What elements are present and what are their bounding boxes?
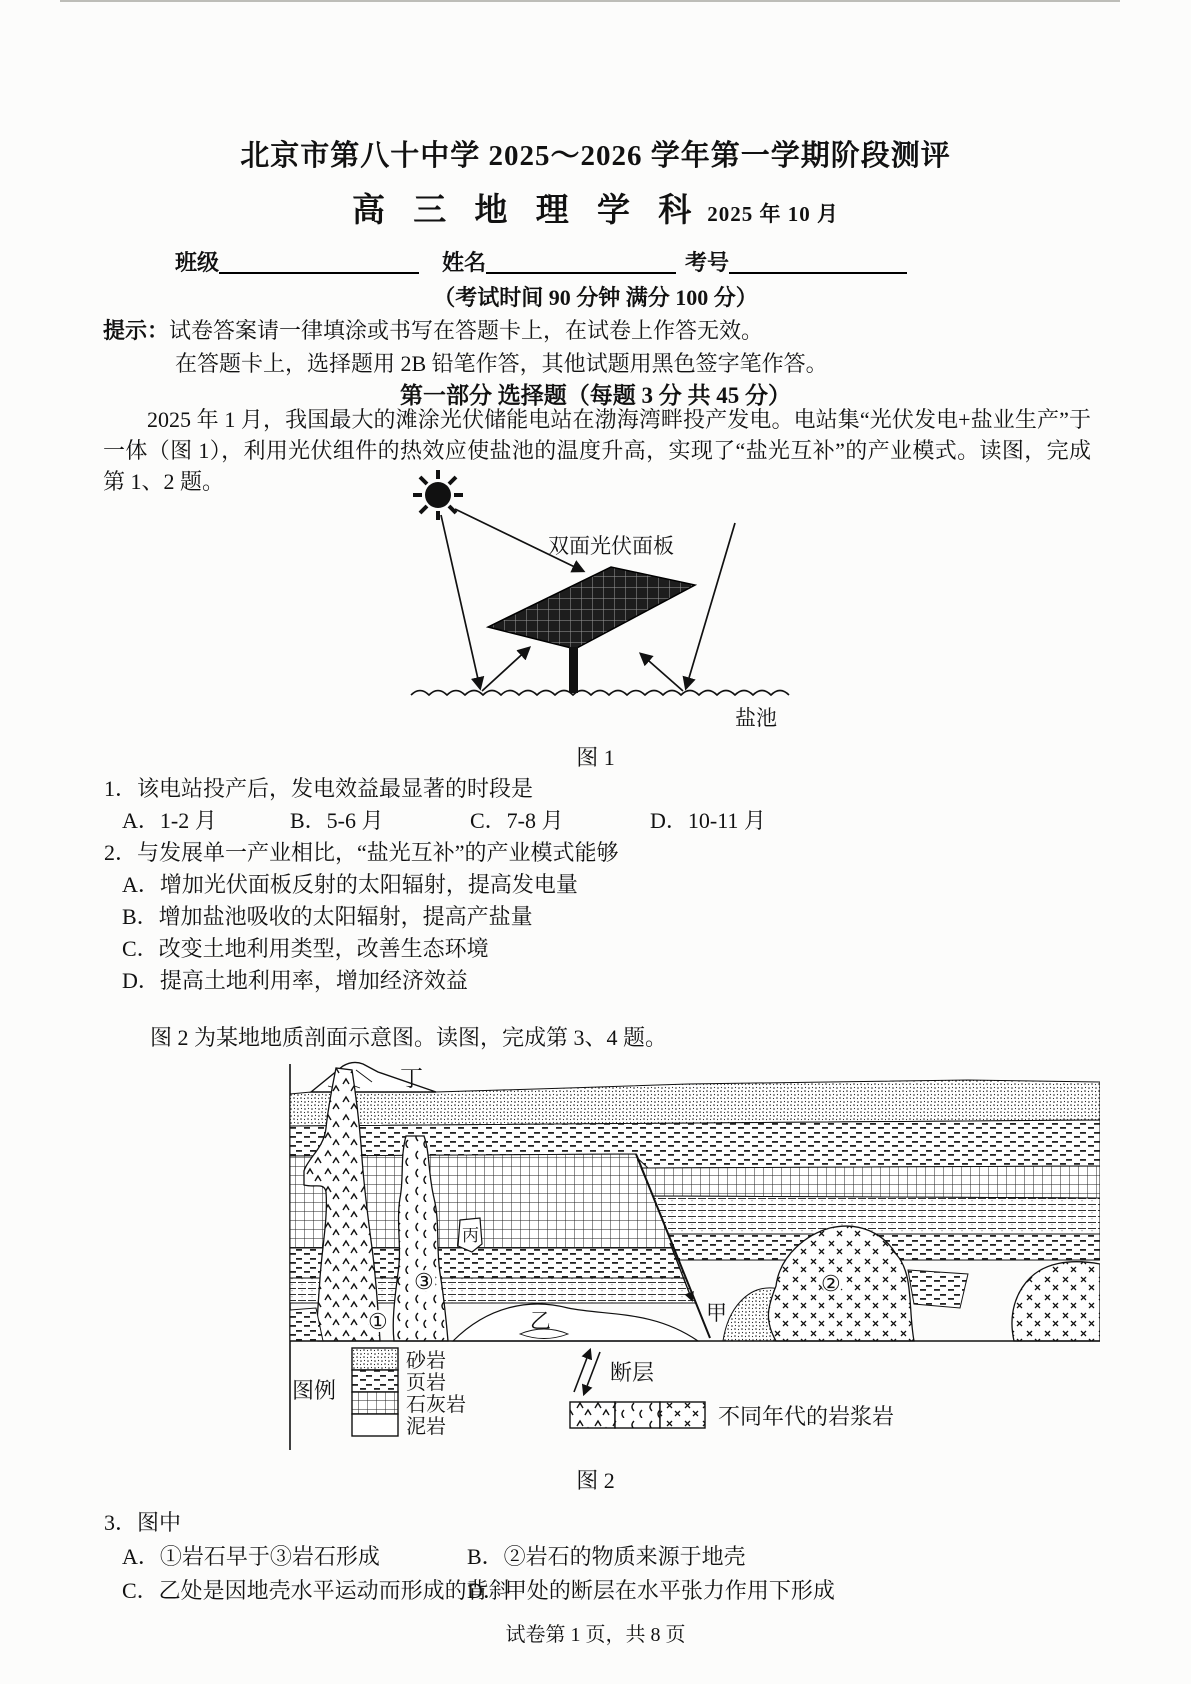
passage-2: 图 2 为某地地质剖面示意图。读图，完成第 3、4 题。 [150,1025,668,1050]
examno-field [685,246,907,277]
marker-1: ① [368,1309,388,1334]
legend-shale-label: 页岩 [406,1372,446,1394]
exam-date: 2025 年 10 月 [707,202,839,226]
legend-mudstone-label: 泥岩 [406,1416,446,1438]
name-field-blank [486,250,676,274]
subject-line [0,184,1191,231]
q3-option-d: D．甲处的断层在水平张力作用下形成 [467,1578,835,1603]
legend-fault-label: 断层 [610,1360,655,1385]
class-field-label: 班级 [175,250,220,275]
name-field-label: 姓名 [442,250,487,275]
q3-option-c: C．乙处是因地壳水平运动而形成的背斜 [122,1578,511,1603]
q3-option-a: A．①岩石早于③岩石形成 [122,1544,380,1569]
panel-label: 双面光伏面板 [548,534,674,558]
q2-option-c: C．改变土地利用类型，改善生态环境 [122,936,489,961]
q3-option-b: B．②岩石的物质来源于地壳 [467,1544,746,1569]
exam-title: 北京市第八十中学 2025～2026 学年第一学期阶段测评 [240,140,951,172]
marker-bing-box [458,1218,482,1252]
legend-sandstone-label: 砂岩 [406,1350,446,1372]
panel-pole [569,647,578,693]
legend-igneous-strip [570,1402,705,1428]
passage-1: 2025 年 1 月，我国最大的滩涂光伏储能电站在渤海湾畔投产发电。电站集“光伏发电+盐业生产”于一体（图 1），利用光伏组件的热效应使盐池的温度升高，实现了“盐光互补”的产业模式。读图，完成第 1、2 题。 [103,407,1091,494]
solar-panel [488,567,695,649]
figure2-caption: 图 2 [576,1468,615,1493]
igneous-body-right [1012,1262,1100,1341]
examno-field-label: 考号 [685,250,730,275]
q2-option-d: D．提高土地利用率，增加经济效益 [122,968,468,993]
section-title: 第一部分 选择题（每题 3 分 共 45 分） [400,383,791,408]
legend-fault-symbol [574,1350,600,1394]
q1-option-b: B．5-6 月 [290,808,384,833]
figure2-geologic-section [268,1058,1100,1456]
notice-label: 提示： [103,318,170,343]
examno-field-blank [729,250,907,274]
marker-2: ② [821,1271,841,1296]
page-footer: 试卷第 1 页，共 8 页 [505,1624,686,1646]
q1-option-d: D．10-11 月 [650,808,766,833]
shale-patch-right [908,1270,968,1308]
legend-title: 图例 [292,1378,337,1403]
marker-bing: 丙 [462,1226,479,1245]
sun-icon [413,470,463,520]
question-2-stem: 2．与发展单一产业相比，“盐光互补”的产业模式能够 [104,840,619,865]
name-field [442,246,676,277]
marker-jia: 甲 [706,1301,727,1325]
q1-option-a: A．1-2 月 [122,808,217,833]
q2-option-a: A．增加光伏面板反射的太阳辐射，提高发电量 [122,872,578,897]
marker-yi: 乙 [530,1309,551,1333]
legend-limestone-label: 石灰岩 [406,1394,466,1416]
notice-text: 试卷答案请一律填涂或书写在答题卡上，在试卷上作答无效。 [169,318,764,343]
scan-edge-artifact [60,0,1120,2]
class-field [175,246,419,277]
class-field-blank [219,250,419,274]
salt-pond-label: 盐池 [735,706,777,730]
notice-line1 [103,314,763,345]
exam-info: （考试时间 90 分钟 满分 100 分） [433,285,758,310]
figure1-solar-diagram [383,455,813,738]
q2-option-b: B．增加盐池吸收的太阳辐射，提高产盐量 [122,904,533,929]
marker-ding: 丁 [400,1066,423,1091]
subject-name: 高 三 地 理 学 科 [352,193,702,229]
notice-line2: 在答题卡上，选择题用 2B 铅笔作答，其他试题用黑色签字笔作答。 [175,351,828,376]
legend-igneous-label: 不同年代的岩浆岩 [718,1404,895,1429]
marker-3: ③ [414,1269,434,1294]
question-1-stem: 1．该电站投产后，发电效益最显著的时段是 [104,776,534,801]
water-line [411,691,789,696]
figure1-caption: 图 1 [576,745,615,770]
q1-option-c: C．7-8 月 [470,808,564,833]
question-3-stem: 3．图中 [104,1510,182,1535]
mudstone-features [453,1304,698,1341]
legend-rock-stack [352,1348,398,1436]
